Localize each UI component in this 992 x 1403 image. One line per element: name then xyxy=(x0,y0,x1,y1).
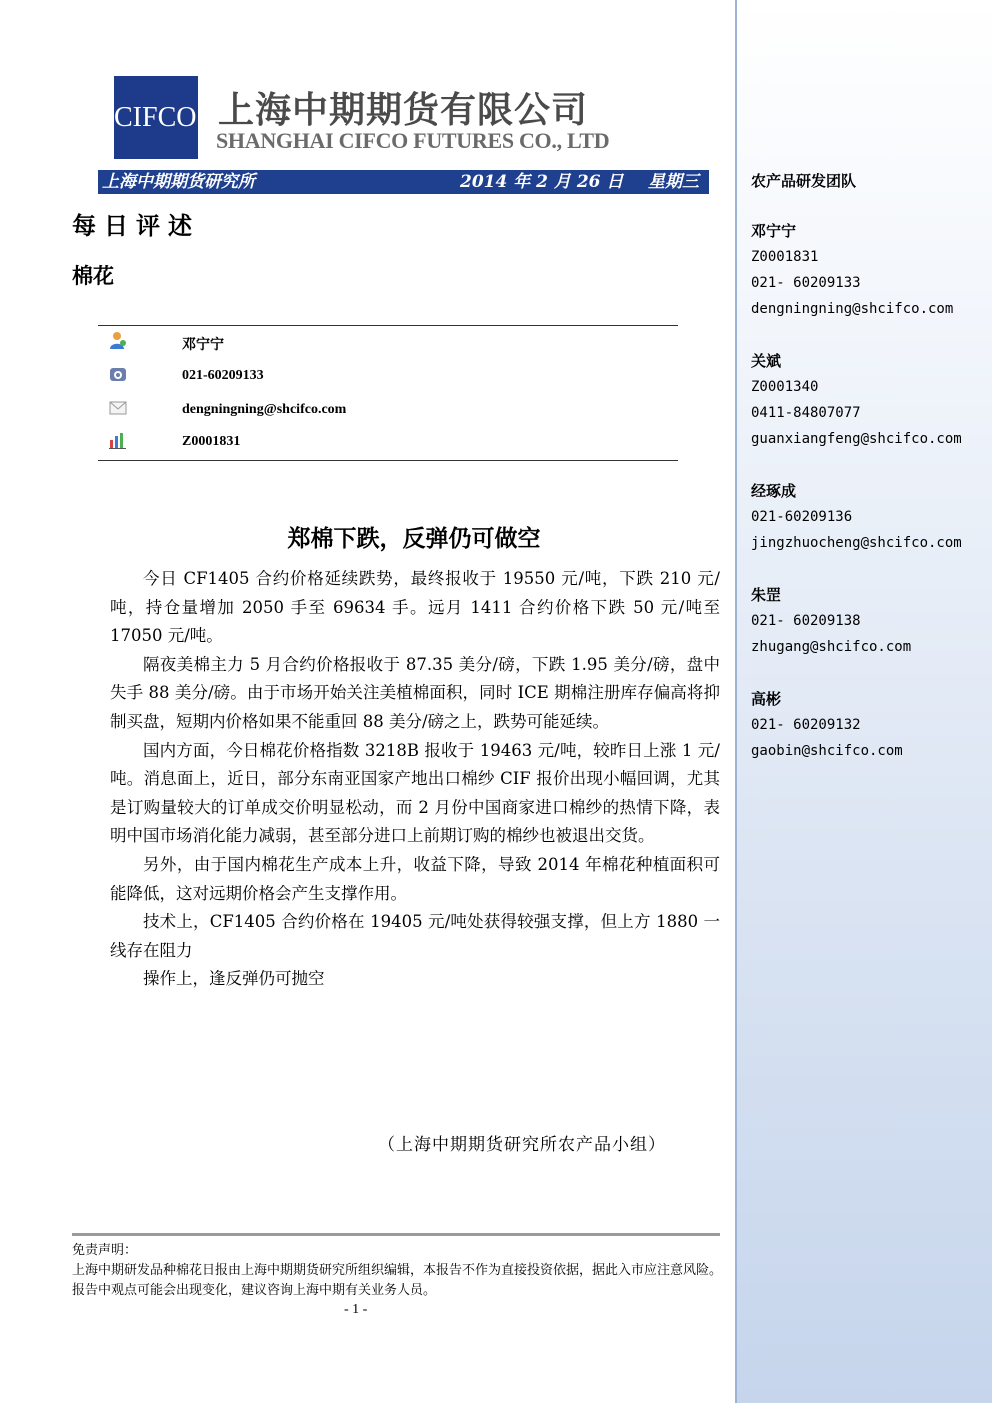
section-type: 每日评述 xyxy=(72,211,200,240)
sidebar-contact xyxy=(751,686,903,764)
disclaimer xyxy=(72,1241,722,1301)
sidebar-contact xyxy=(751,348,962,452)
banner-org: 上海中期期货研究所 xyxy=(102,172,255,192)
article-paragraph: 另外，由于国内棉花生产成本上升，收益下降，导致 2014 年棉花种植面积可能降低，这对远期价格会产生支撑作用。 xyxy=(110,854,720,903)
phone-icon xyxy=(108,364,128,384)
contact-line: 021- 60209133 xyxy=(751,275,861,291)
article-paragraph: 操作上，逢反弹仍可抛空 xyxy=(143,969,325,989)
contact-line: Z0001340 xyxy=(751,379,819,395)
product-name: 棉花 xyxy=(72,263,114,288)
author-name-row xyxy=(98,330,678,360)
contact-email[interactable]: zhugang@shcifco.com xyxy=(751,639,912,655)
contact-name: 高彬 xyxy=(751,690,782,708)
contact-line: 021- 60209132 xyxy=(751,717,861,733)
disclaimer-text: 上海中期研发品种棉花日报由上海中期期货研究所组织编辑，本报告不作为直接投资依据，据此入市应注意风险。报告中观点可能会出现变化，建议咨询上海中期有关业务人员。 xyxy=(72,1263,723,1298)
person-icon xyxy=(108,330,128,350)
banner-date: 2014 年 2 月 26 日 xyxy=(460,172,624,192)
page-number: - 1 - xyxy=(344,1302,368,1317)
sidebar-contact xyxy=(751,478,962,556)
sidebar-team-title: 农产品研发团队 xyxy=(751,172,857,190)
contact-email[interactable]: dengningning@shcifco.com xyxy=(751,301,954,317)
header-banner xyxy=(98,170,709,194)
sidebar-contact xyxy=(751,218,953,322)
author-email-row xyxy=(98,398,678,428)
article-paragraph: 国内方面，今日棉花价格指数 3218B 报收于 19463 元/吨，较昨日上涨 1 元/吨。消息面上，近日，部分东南亚国家产地出口棉纱 CIF 报价出现小幅回调，尤其是订购量较大的订单成交价明显松动，而 2 月份中国商家进口棉纱的热情下降，表明中国市场消化能力减弱，甚至部分进口上前期订购的棉纱也被退出交货。 xyxy=(110,740,720,846)
contact-name: 关斌 xyxy=(751,352,782,370)
author-phone-row xyxy=(98,364,678,394)
contact-line: 021-60209136 xyxy=(751,509,853,525)
article-paragraph: 技术上，CF1405 合约价格在 19405 元/吨处获得较强支撑，但上方 1880 一线存在阻力 xyxy=(110,912,720,960)
article-title: 郑棉下跌，反弹仍可做空 xyxy=(287,526,541,552)
sidebar xyxy=(735,0,992,1403)
author-phone: 021-60209133 xyxy=(182,368,264,383)
company-logo-mark xyxy=(114,76,198,159)
article-signature: （上海中期期货研究所农产品小组） xyxy=(378,1135,666,1155)
logo-mark-text: CIFCO xyxy=(114,102,197,133)
author-name: 邓宁宁 xyxy=(182,338,224,353)
mail-icon xyxy=(108,398,128,418)
article-body xyxy=(110,565,720,994)
article-paragraph: 隔夜美棉主力 5 月合约价格报收于 87.35 美分/磅，下跌 1.95 美分/磅，盘中失手 88 美分/磅。由于市场开始关注美植棉面积，同时 ICE 期棉注册库存偏高将抑制买盘，短期内价格如果不能重回 88 美分/磅之上，跌势可能延续。 xyxy=(110,654,720,731)
contact-email[interactable]: jingzhuocheng@shcifco.com xyxy=(751,535,962,551)
company-name-en: SHANGHAI CIFCO FUTURES CO., LTD xyxy=(216,128,610,153)
chart-icon xyxy=(108,430,128,450)
contact-name: 经琢成 xyxy=(751,482,797,500)
author-box xyxy=(98,325,678,461)
disclaimer-label: 免责声明： xyxy=(72,1243,138,1258)
sidebar-contact xyxy=(751,582,911,660)
footer-divider xyxy=(72,1233,720,1236)
contact-line: Z0001831 xyxy=(751,249,819,265)
contact-name: 邓宁宁 xyxy=(751,222,797,240)
author-license-row xyxy=(98,430,678,460)
company-name-cn: 上海中期期货有限公司 xyxy=(218,90,589,131)
contact-name: 朱罡 xyxy=(751,586,782,604)
contact-line: 0411-84807077 xyxy=(751,405,861,421)
contact-email[interactable]: gaobin@shcifco.com xyxy=(751,743,903,759)
banner-weekday: 星期三 xyxy=(648,172,699,192)
author-license: Z0001831 xyxy=(182,434,241,449)
article-paragraph: 今日 CF1405 合约价格延续跌势，最终报收于 19550 元/吨，下跌 210 元/吨，持仓量增加 2050 手至 69634 手。远月 1411 合约价格下跌 50 元/吨至 17050 元/吨。 xyxy=(110,569,720,646)
contact-line: 021- 60209138 xyxy=(751,613,861,629)
author-email[interactable]: dengningning@shcifco.com xyxy=(182,402,347,417)
contact-email[interactable]: guanxiangfeng@shcifco.com xyxy=(751,431,962,447)
